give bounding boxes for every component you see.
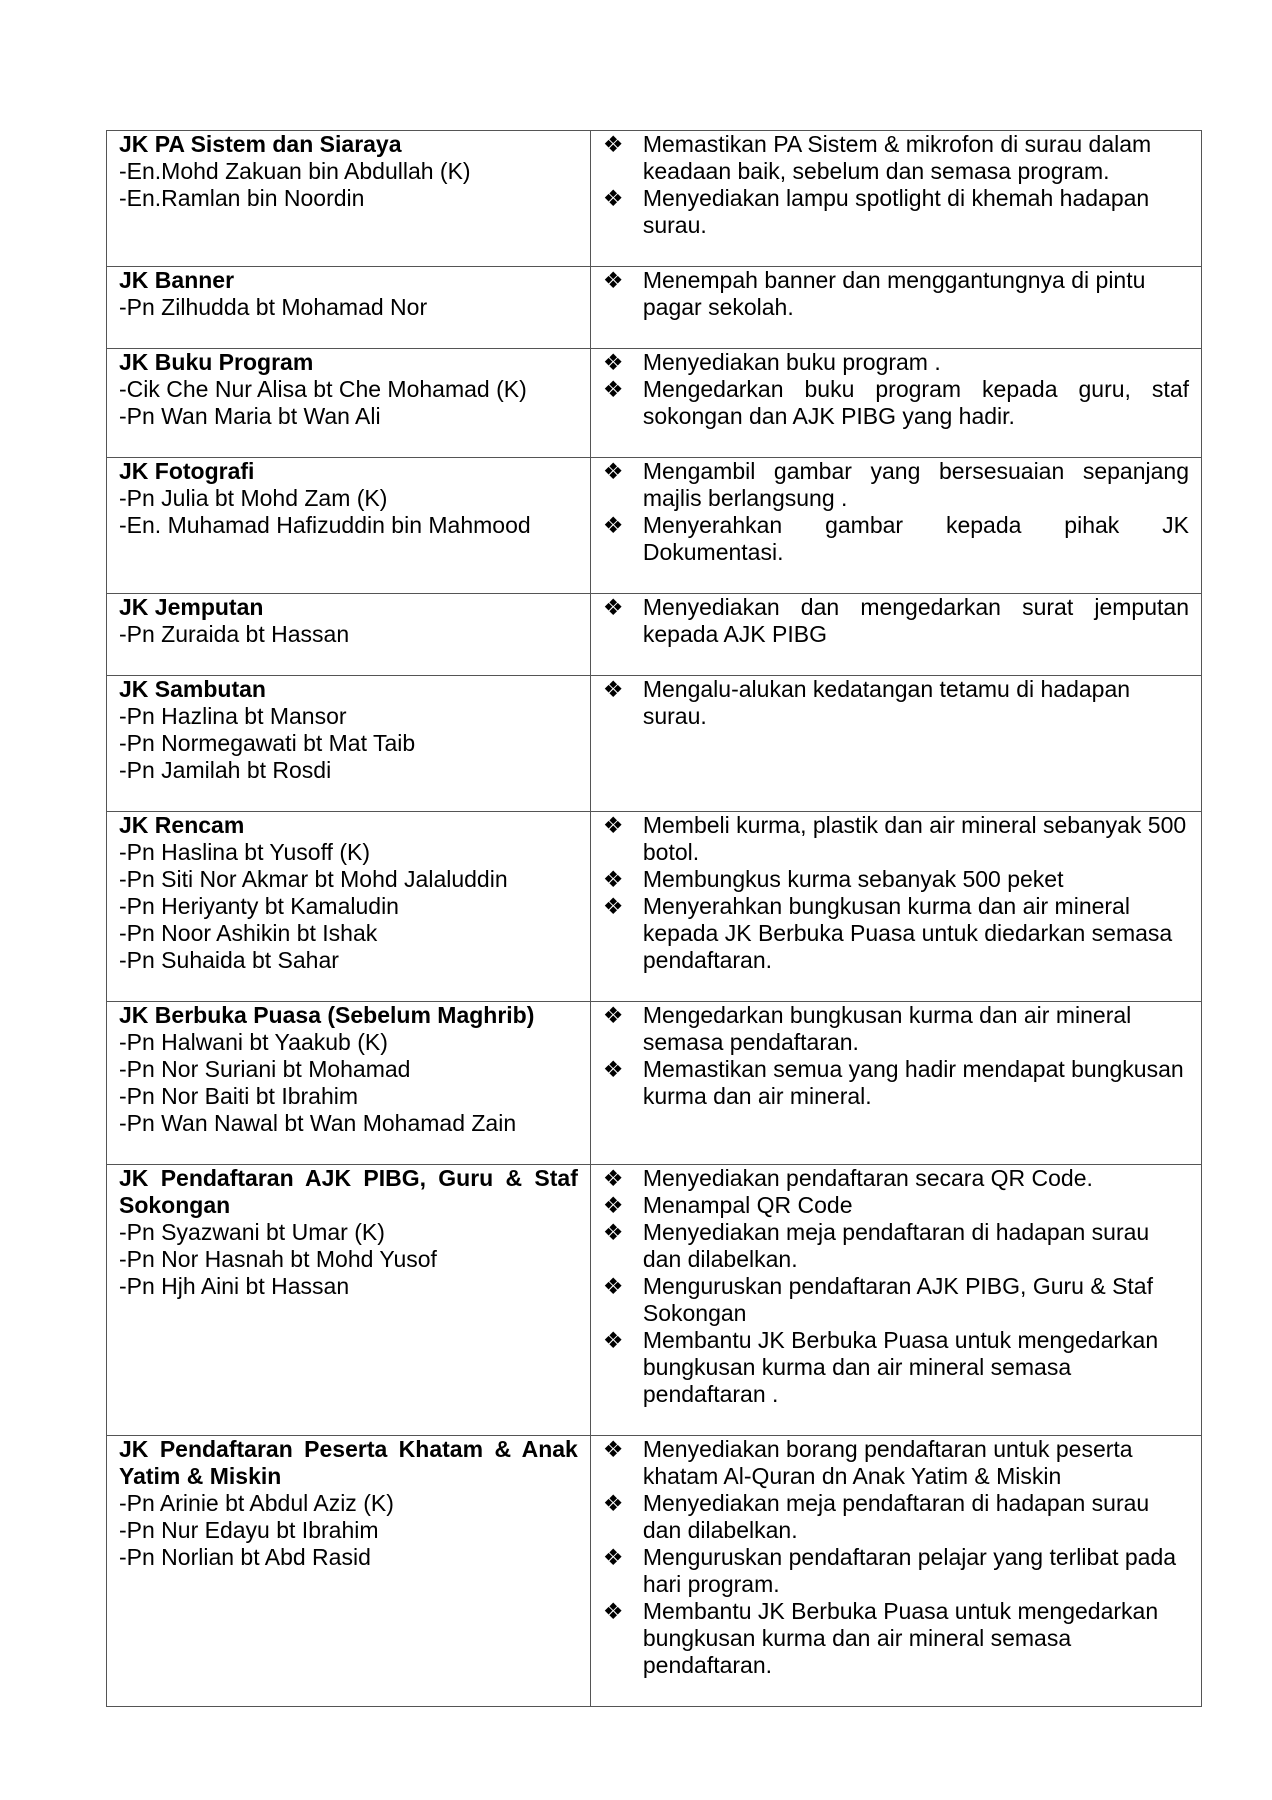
tasks-cell: [590, 1436, 1201, 1707]
committee-row: [107, 131, 1202, 267]
task-item: [603, 1165, 1189, 1192]
diamond-bullet-icon: ❖: [602, 1436, 624, 1462]
committee-name: JK Berbuka Puasa (Sebelum Maghrib): [119, 1002, 535, 1028]
task-text: Menyediakan meja pendaftaran di hadapan surau dan dilabelkan.: [642, 1490, 1150, 1543]
committee-member: -Pn Hjh Aini bt Hassan: [119, 1273, 350, 1299]
committee-member: -Pn Halwani bt Yaakub (K): [119, 1029, 388, 1055]
diamond-bullet-icon: ❖: [602, 1327, 624, 1353]
task-list: [603, 594, 1189, 648]
committee-member: -Pn Julia bt Mohd Zam (K): [119, 485, 388, 511]
task-item: [603, 349, 1189, 376]
task-list: [603, 676, 1189, 730]
task-text: Menyerahkan bungkusan kurma dan air mineral kepada JK Berbuka Puasa untuk diedarkan semasa pendaftaran.: [642, 893, 1173, 973]
task-text: Menyediakan dan mengedarkan surat jemputan kepada AJK PIBG: [642, 594, 1189, 647]
diamond-bullet-icon: ❖: [602, 1056, 624, 1082]
task-list: [603, 1436, 1189, 1679]
task-item: [603, 1327, 1189, 1408]
task-item: [603, 1598, 1189, 1679]
tasks-cell: [590, 267, 1201, 349]
diamond-bullet-icon: ❖: [602, 1165, 624, 1191]
committee-duties-table: [106, 130, 1202, 1707]
task-list: [603, 1002, 1189, 1110]
diamond-bullet-icon: ❖: [602, 131, 624, 157]
committee-row: [107, 267, 1202, 349]
committee-member: -Cik Che Nur Alisa bt Che Mohamad (K): [119, 376, 527, 402]
task-text: Mengedarkan buku program kepada guru, staf sokongan dan AJK PIBG yang hadir.: [642, 376, 1189, 429]
task-text: Menguruskan pendaftaran pelajar yang terlibat pada hari program.: [642, 1544, 1177, 1597]
task-item: [603, 893, 1189, 974]
committee-member: -Pn Zilhudda bt Mohamad Nor: [119, 294, 428, 320]
committee-member: -Pn Normegawati bt Mat Taib: [119, 730, 416, 756]
task-item: [603, 812, 1189, 866]
committee-member: -En. Muhamad Hafizuddin bin Mahmood: [119, 512, 531, 538]
task-text: Membungkus kurma sebanyak 500 peket: [642, 866, 1064, 892]
committee-name: JK Rencam: [119, 812, 245, 838]
committee-member: -Pn Nor Hasnah bt Mohd Yusof: [119, 1246, 437, 1272]
task-text: Menyediakan borang pendaftaran untuk peserta khatam Al-Quran dn Anak Yatim & Miskin: [642, 1436, 1133, 1489]
task-item: [603, 1002, 1189, 1056]
committee-member: -Pn Zuraida bt Hassan: [119, 621, 350, 647]
committee-row: [107, 594, 1202, 676]
task-item: [603, 594, 1189, 648]
task-list: [603, 1165, 1189, 1408]
committee-member: -Pn Syazwani bt Umar (K): [119, 1219, 385, 1245]
task-text: Membeli kurma, plastik dan air mineral sebanyak 500 botol.: [642, 812, 1187, 865]
committee-row: [107, 1002, 1202, 1165]
committee-member: -En.Ramlan bin Noordin: [119, 185, 365, 211]
committee-cell: [107, 458, 591, 594]
document-page: [106, 130, 1202, 1707]
diamond-bullet-icon: ❖: [602, 1219, 624, 1245]
committee-member: -Pn Nur Edayu bt Ibrahim: [119, 1517, 379, 1543]
committee-cell: [107, 267, 591, 349]
task-item: [603, 1544, 1189, 1598]
task-text: Mengalu-alukan kedatangan tetamu di hadapan surau.: [642, 676, 1131, 729]
committee-row: [107, 812, 1202, 1002]
diamond-bullet-icon: ❖: [602, 893, 624, 919]
committee-cell: [107, 1002, 591, 1165]
committee-member: -Pn Heriyanty bt Kamaludin: [119, 893, 399, 919]
committee-row: [107, 1436, 1202, 1707]
committee-member: -Pn Haslina bt Yusoff (K): [119, 839, 371, 865]
task-text: Mengedarkan bungkusan kurma dan air mineral semasa pendaftaran.: [642, 1002, 1132, 1055]
committee-cell: [107, 349, 591, 458]
diamond-bullet-icon: ❖: [602, 676, 624, 702]
task-list: [603, 812, 1189, 974]
diamond-bullet-icon: ❖: [602, 594, 624, 620]
committee-name: JK Fotografi: [119, 458, 255, 484]
diamond-bullet-icon: ❖: [602, 267, 624, 293]
diamond-bullet-icon: ❖: [602, 1490, 624, 1516]
committee-name: JK Pendaftaran AJK PIBG, Guru & Staf Sokongan: [119, 1165, 578, 1218]
diamond-bullet-icon: ❖: [602, 812, 624, 838]
committee-name: JK Sambutan: [119, 676, 266, 702]
diamond-bullet-icon: ❖: [602, 458, 624, 484]
diamond-bullet-icon: ❖: [602, 1192, 624, 1218]
committee-name: JK Banner: [119, 267, 235, 293]
task-text: Menyediakan meja pendaftaran di hadapan surau dan dilabelkan.: [642, 1219, 1150, 1272]
task-list: [603, 349, 1189, 430]
task-text: Menyediakan pendaftaran secara QR Code.: [642, 1165, 1093, 1191]
diamond-bullet-icon: ❖: [602, 376, 624, 402]
task-item: [603, 1056, 1189, 1110]
task-text: Menampal QR Code: [642, 1192, 853, 1218]
diamond-bullet-icon: ❖: [602, 1598, 624, 1624]
task-item: [603, 1192, 1189, 1219]
task-item: [603, 676, 1189, 730]
committee-row: [107, 458, 1202, 594]
task-list: [603, 267, 1189, 321]
task-item: [603, 458, 1189, 512]
committee-member: -Pn Nor Suriani bt Mohamad: [119, 1056, 411, 1082]
committee-member: -En.Mohd Zakuan bin Abdullah (K): [119, 158, 471, 184]
committee-member: -Pn Hazlina bt Mansor: [119, 703, 347, 729]
task-item: [603, 267, 1189, 321]
diamond-bullet-icon: ❖: [602, 1002, 624, 1028]
committee-member: -Pn Norlian bt Abd Rasid: [119, 1544, 371, 1570]
task-item: [603, 185, 1189, 239]
committee-member: -Pn Nor Baiti bt Ibrahim: [119, 1083, 359, 1109]
task-item: [603, 512, 1189, 566]
task-text: Mengambil gambar yang bersesuaian sepanjang majlis berlangsung .: [642, 458, 1189, 511]
diamond-bullet-icon: ❖: [602, 349, 624, 375]
committee-duties-body: [107, 131, 1202, 1707]
tasks-cell: [590, 458, 1201, 594]
diamond-bullet-icon: ❖: [602, 866, 624, 892]
committee-name: JK Jemputan: [119, 594, 264, 620]
committee-cell: [107, 594, 591, 676]
task-text: Menguruskan pendaftaran AJK PIBG, Guru & Staf Sokongan: [642, 1273, 1153, 1326]
task-text: Membantu JK Berbuka Puasa untuk mengedarkan bungkusan kurma dan air mineral semasa pendaftaran .: [642, 1327, 1159, 1407]
committee-name: JK Pendaftaran Peserta Khatam & Anak Yatim & Miskin: [119, 1436, 578, 1489]
task-text: Memastikan semua yang hadir mendapat bungkusan kurma dan air mineral.: [642, 1056, 1184, 1109]
committee-cell: [107, 1436, 591, 1707]
committee-member: -Pn Siti Nor Akmar bt Mohd Jalaluddin: [119, 866, 508, 892]
diamond-bullet-icon: ❖: [602, 1273, 624, 1299]
task-text: Menyerahkan gambar kepada pihak JK Dokumentasi.: [642, 512, 1189, 565]
tasks-cell: [590, 349, 1201, 458]
task-list: [603, 131, 1189, 239]
task-item: [603, 1219, 1189, 1273]
committee-row: [107, 349, 1202, 458]
task-list: [603, 458, 1189, 566]
task-text: Membantu JK Berbuka Puasa untuk mengedarkan bungkusan kurma dan air mineral semasa pendaftaran.: [642, 1598, 1159, 1678]
tasks-cell: [590, 1002, 1201, 1165]
committee-member: -Pn Wan Maria bt Wan Ali: [119, 403, 381, 429]
committee-row: [107, 676, 1202, 812]
task-text: Menempah banner dan menggantungnya di pintu pagar sekolah.: [642, 267, 1146, 320]
tasks-cell: [590, 131, 1201, 267]
task-text: Menyediakan lampu spotlight di khemah hadapan surau.: [642, 185, 1150, 238]
committee-cell: [107, 812, 591, 1002]
task-item: [603, 1436, 1189, 1490]
task-text: Memastikan PA Sistem & mikrofon di surau dalam keadaan baik, sebelum dan semasa program.: [642, 131, 1152, 184]
tasks-cell: [590, 812, 1201, 1002]
task-item: [603, 131, 1189, 185]
committee-member: -Pn Noor Ashikin bt Ishak: [119, 920, 378, 946]
committee-member: -Pn Arinie bt Abdul Aziz (K): [119, 1490, 394, 1516]
committee-cell: [107, 1165, 591, 1436]
task-text: Menyediakan buku program .: [642, 349, 941, 375]
committee-member: -Pn Wan Nawal bt Wan Mohamad Zain: [119, 1110, 517, 1136]
committee-cell: [107, 676, 591, 812]
committee-member: -Pn Jamilah bt Rosdi: [119, 757, 332, 783]
diamond-bullet-icon: ❖: [602, 185, 624, 211]
tasks-cell: [590, 594, 1201, 676]
diamond-bullet-icon: ❖: [602, 1544, 624, 1570]
committee-member: -Pn Suhaida bt Sahar: [119, 947, 339, 973]
committee-row: [107, 1165, 1202, 1436]
task-item: [603, 1490, 1189, 1544]
diamond-bullet-icon: ❖: [602, 512, 624, 538]
task-item: [603, 1273, 1189, 1327]
tasks-cell: [590, 676, 1201, 812]
tasks-cell: [590, 1165, 1201, 1436]
task-item: [603, 866, 1189, 893]
committee-cell: [107, 131, 591, 267]
committee-name: JK Buku Program: [119, 349, 314, 375]
committee-name: JK PA Sistem dan Siaraya: [119, 131, 402, 157]
task-item: [603, 376, 1189, 430]
